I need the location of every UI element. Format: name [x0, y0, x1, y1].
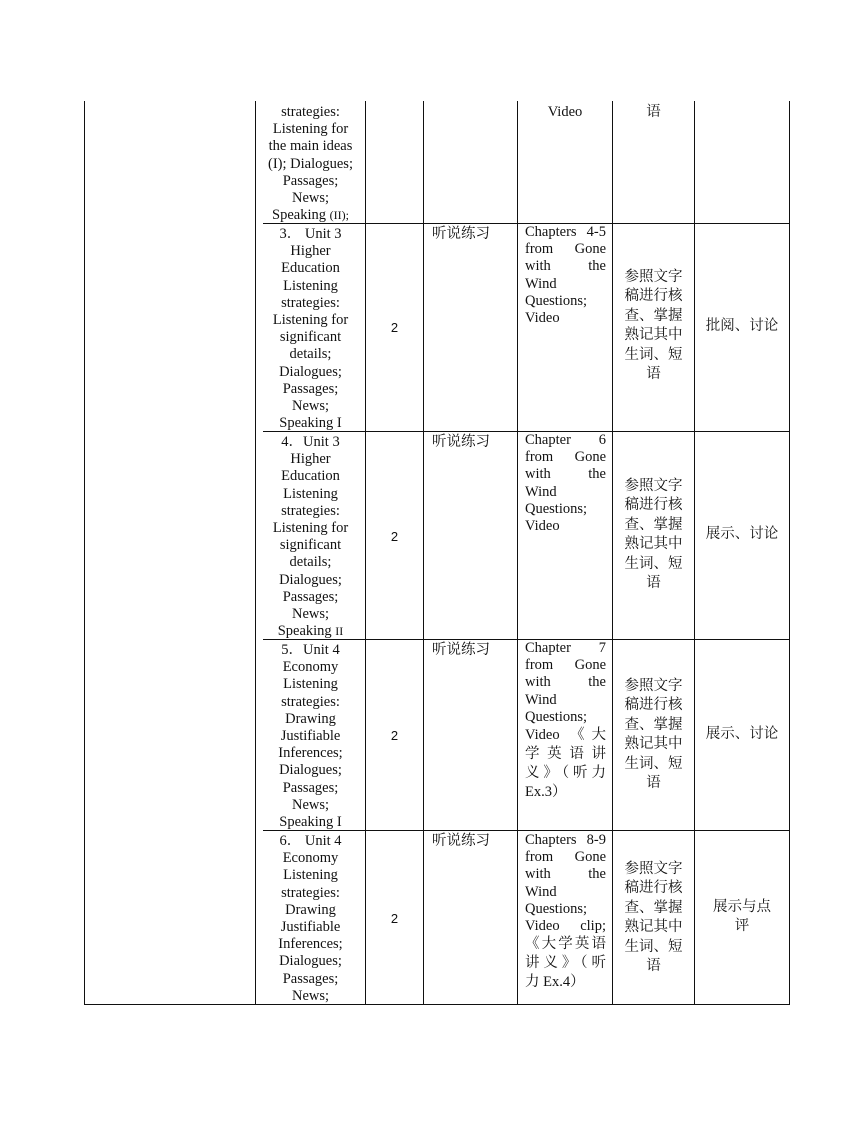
requirement-line: 语	[646, 366, 661, 383]
materials-line: with the	[525, 258, 606, 275]
col-border-2	[365, 101, 366, 1005]
materials-cell	[525, 224, 606, 327]
method-cell: 听说练习	[432, 642, 490, 658]
topic-line: Speaking I	[279, 415, 342, 432]
materials-line: Wind	[525, 883, 557, 900]
requirement-line: 稿进行核	[624, 497, 683, 514]
assessment-line: 批阅、讨论	[705, 318, 779, 334]
materials-line: Video	[547, 104, 583, 120]
col-border-right	[789, 101, 790, 1005]
topic-line: Passages;	[282, 970, 339, 987]
topic-line: News;	[291, 987, 330, 1004]
hours-cell: 2	[390, 320, 399, 335]
topic-line-part: Speaking	[277, 623, 336, 640]
topic-line: (I); Dialogues;	[268, 155, 353, 172]
topic-line: Listening for	[272, 312, 349, 329]
requirement-line: 稿进行核	[624, 880, 683, 897]
materials-line: 义》（听力	[525, 765, 606, 782]
topic-line: Listening for	[272, 121, 349, 138]
topic-line: Justifiable	[280, 728, 341, 745]
requirement-line: 生词、短	[624, 755, 683, 772]
topic-line: Listening	[283, 676, 338, 693]
topic-line: Dialogues;	[279, 571, 342, 588]
materials-line: 《大学英语	[525, 936, 606, 953]
requirement-line: 语	[646, 104, 661, 120]
materials-line: Questions;	[525, 292, 588, 309]
materials-line: Questions;	[525, 900, 588, 917]
materials-line: 力 Ex.4）	[525, 974, 585, 991]
topic-line: 4．Unit 3	[281, 434, 340, 450]
topic-cell	[256, 434, 365, 640]
requirement-line: 熟记其中	[624, 919, 683, 936]
materials-line: 学英语讲	[525, 746, 606, 763]
topic-line: Passages;	[282, 172, 339, 189]
materials-line: Wind	[525, 275, 557, 292]
materials-line: Chapter 6	[525, 432, 606, 448]
requirement-line: 语	[646, 775, 661, 792]
topic-line: Education	[281, 260, 340, 277]
topic-line: Listening	[283, 485, 338, 502]
materials-line: Questions;	[525, 500, 588, 517]
assessment-line: 展示与点	[713, 899, 771, 915]
requirement-line: 查、掌握	[624, 516, 683, 533]
topic-line: 3． Unit 3	[279, 226, 342, 242]
topic-line: Speaking I	[279, 814, 342, 831]
method-cell: 听说练习	[432, 226, 490, 242]
requirement-line: 参照文字	[624, 269, 683, 285]
assessment-cell	[695, 317, 789, 336]
topic-line: strategies:	[281, 104, 340, 120]
assessment-cell	[695, 898, 789, 937]
materials-line: Ex.3）	[525, 784, 567, 801]
requirement-line: 稿进行核	[624, 288, 683, 305]
requirement-line: 熟记其中	[624, 327, 683, 344]
topic-line: Economy	[282, 659, 339, 676]
topic-line: strategies:	[281, 884, 340, 901]
topic-line-part: (II);	[329, 208, 349, 223]
topic-line: Education	[281, 468, 340, 485]
topic-line: Dialogues;	[279, 363, 342, 380]
materials-line: from Gone	[525, 241, 606, 258]
topic-line-part: II	[335, 624, 344, 639]
topic-cell	[256, 104, 365, 224]
materials-line: from Gone	[525, 657, 606, 674]
topic-line: News;	[291, 190, 330, 207]
materials-cell	[525, 432, 606, 535]
topic-line: Passages;	[282, 779, 339, 796]
topic-line: Justifiable	[280, 919, 341, 936]
requirement-line: 熟记其中	[624, 536, 683, 553]
requirement-line: 熟记其中	[624, 736, 683, 753]
materials-line: Chapters 4-5	[525, 224, 606, 240]
topic-cell	[256, 642, 365, 831]
topic-line: strategies:	[281, 502, 340, 519]
topic-line: strategies:	[281, 294, 340, 311]
materials-line: Chapters 8-9	[525, 832, 606, 848]
requirement-cell	[613, 477, 694, 593]
requirement-line: 语	[646, 958, 661, 975]
materials-line: Chapter 7	[525, 640, 606, 656]
topic-line: Listening	[283, 277, 338, 294]
hours-cell: 2	[390, 911, 399, 926]
topic-line: Inferences;	[278, 745, 343, 762]
requirement-cell	[613, 268, 694, 384]
topic-line: Listening	[283, 867, 338, 884]
hours-cell: 2	[390, 728, 399, 743]
assessment-cell	[695, 725, 789, 744]
requirement-cell	[613, 677, 694, 793]
materials-line: Video	[525, 518, 560, 535]
materials-line: 讲义》（听	[525, 955, 606, 972]
materials-line: Video 《大	[525, 727, 606, 744]
topic-line: Drawing	[285, 901, 336, 918]
topic-cell	[256, 226, 365, 432]
materials-line: Questions;	[525, 708, 588, 725]
hours-cell: 2	[390, 529, 399, 544]
topic-line: Passages;	[282, 588, 339, 605]
materials-cell	[524, 104, 606, 121]
materials-cell	[525, 832, 606, 992]
col-border-6	[694, 101, 695, 1005]
col-border-left	[84, 101, 85, 1005]
table-bottom-border	[84, 1004, 790, 1005]
topic-line: News;	[291, 606, 330, 623]
topic-line: Dialogues;	[279, 762, 342, 779]
topic-line: News;	[291, 398, 330, 415]
requirement-line: 查、掌握	[624, 716, 683, 733]
topic-line: Economy	[282, 850, 339, 867]
topic-line-part: Speaking	[272, 207, 330, 224]
topic-line: significant	[279, 537, 342, 554]
materials-line: from Gone	[525, 849, 606, 866]
topic-line: 6． Unit 4	[279, 833, 342, 849]
materials-line: with the	[525, 674, 606, 691]
topic-line: the main ideas	[268, 138, 353, 155]
materials-line: Video clip;	[525, 918, 606, 935]
materials-line: Wind	[525, 691, 557, 708]
topic-line: Inferences;	[278, 936, 343, 953]
topic-line: Drawing	[285, 710, 336, 727]
requirement-line: 生词、短	[624, 938, 683, 955]
assessment-line: 展示、讨论	[705, 726, 779, 742]
topic-line: details;	[289, 554, 332, 571]
method-cell: 听说练习	[432, 434, 490, 450]
topic-cell	[256, 833, 365, 1005]
topic-line: Listening for	[272, 520, 349, 537]
method-cell: 听说练习	[432, 833, 490, 849]
materials-cell	[525, 640, 606, 802]
topic-line	[256, 623, 365, 640]
requirement-line: 查、掌握	[624, 899, 683, 916]
requirement-line: 参照文字	[624, 861, 683, 877]
topic-line: Dialogues;	[279, 953, 342, 970]
materials-line: with the	[525, 466, 606, 483]
materials-line: Video	[525, 310, 560, 327]
topic-line: Higher	[290, 451, 331, 468]
topic-line	[256, 207, 365, 224]
assessment-line: 评	[734, 918, 750, 935]
materials-line: Wind	[525, 483, 557, 500]
topic-line: News;	[291, 796, 330, 813]
requirement-line: 稿进行核	[624, 697, 683, 714]
col-border-4	[517, 101, 518, 1005]
topic-line: strategies:	[281, 693, 340, 710]
requirement-cell	[613, 860, 694, 976]
requirement-line: 查、掌握	[624, 307, 683, 324]
topic-line: Passages;	[282, 380, 339, 397]
topic-line: Higher	[290, 243, 331, 260]
assessment-cell	[695, 525, 789, 544]
requirement-line: 生词、短	[624, 555, 683, 572]
requirement-line: 参照文字	[624, 478, 683, 494]
assessment-line: 展示、讨论	[705, 526, 779, 542]
topic-line: significant	[279, 329, 342, 346]
topic-line: details;	[289, 346, 332, 363]
topic-line: 5．Unit 4	[281, 642, 340, 658]
requirement-line: 生词、短	[624, 346, 683, 363]
requirement-line: 语	[646, 575, 661, 592]
requirement-cell	[613, 103, 694, 122]
materials-line: from Gone	[525, 449, 606, 466]
requirement-line: 参照文字	[624, 678, 683, 694]
materials-line: with the	[525, 866, 606, 883]
